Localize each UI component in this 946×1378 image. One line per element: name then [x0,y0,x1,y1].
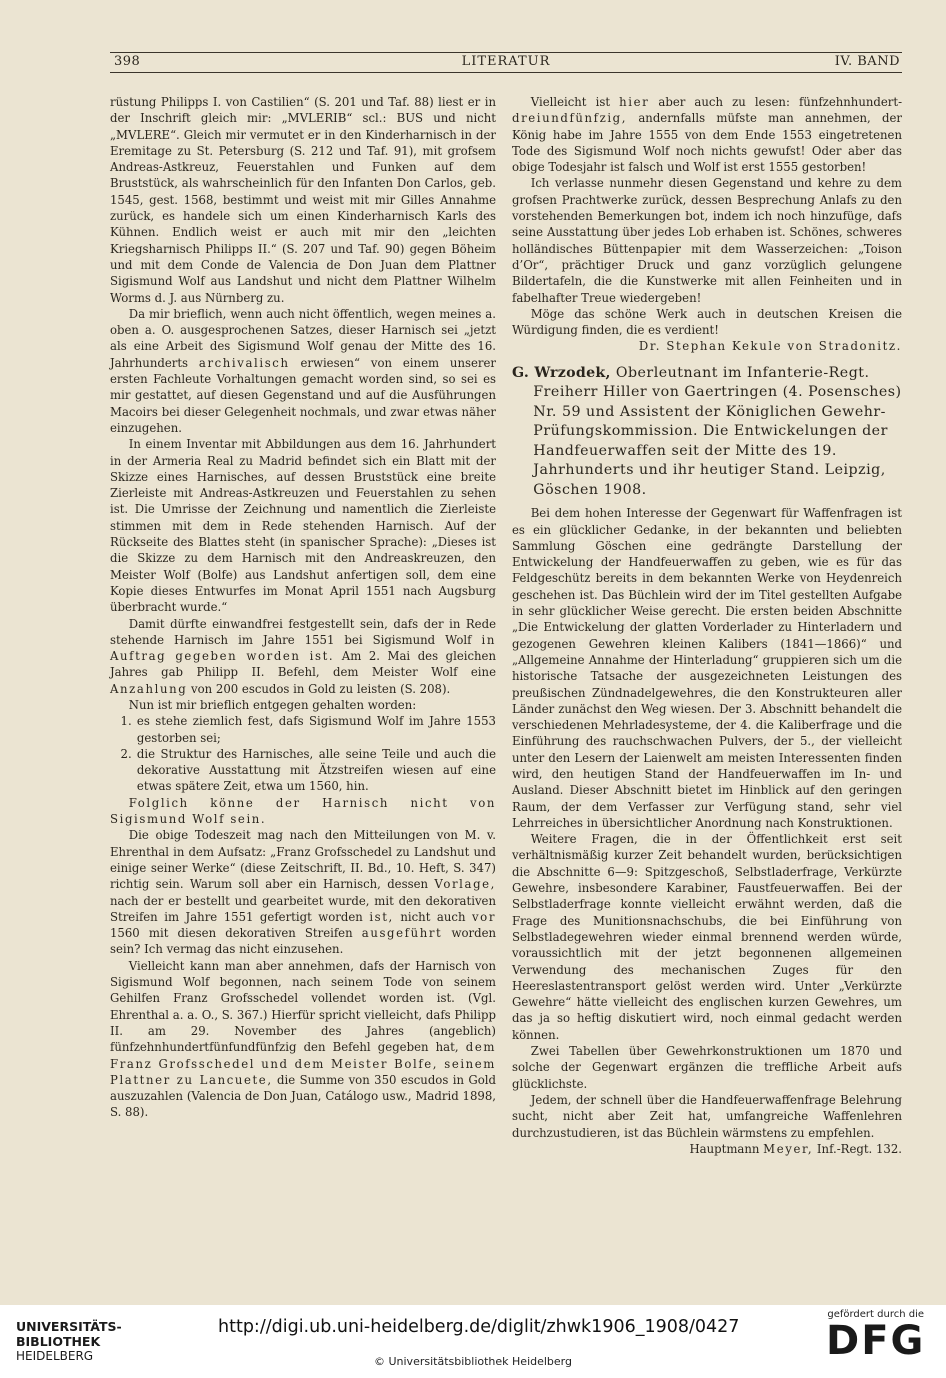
list-item: 2. die Struktur des Harnisches, alle seine Teile und auch die dekorative Ausstattung mit Ätzstreifen wiesen auf eine etwas spätere Zeit, etwa um 1560, hin. [120,746,496,794]
paragraph: Vielleicht kann man aber annehmen, dafs der Harnisch von Sigismund Wolf begonnen, nach seinem Tode von seinem Gehilfen Franz Grofsschedel vollendet worden ist. (Vgl. Ehrenthal a. a. O., S. 367.) Hierfür spricht vielleicht, dafs Philipp II. am 29. November des Jahres (angeblich) fünfzehnhundertfünfundfünfzig den Befehl gegeben hat, dem Franz Grofsschedel und dem Meister Bolfe, seinem Plattner zu Lancuete, die Summe von 350 escudos in Gold auszuzahlen (Valencia de Don Juan, Catálogo usw., Madrid 1898, S. 88). [110,958,497,1120]
paragraph: Zwei Tabellen über Gewehrkonstruktionen um 1870 und solche der Gegenwart ergänzen die treffliche Arbeit aufs glücklichste. [512,1044,902,1091]
paragraph: Damit dürfte einwandfrei festgestellt sein, dafs der in Rede stehende Harnisch im Jahre 1551 bei Sigismund Wolf in Auftrag gegeben worden ist. Am 2. Mai des gleichen Jahres gab Philipp II. Befehl, dem Meister Wolf eine Anzahlung von 200 escudos in Gold zu leisten (S. 208). [110,616,497,696]
paragraph: Möge das schöne Werk auch in deutschen Kreisen die Würdigung finden, die es verdient! [512,306,902,338]
paragraph: Da mir brieflich, wenn auch nicht öffentlich, wegen meines a. oben a. O. ausgesprochenen Satzes, dieser Harnisch sei „jetzt als eine Arbeit des Sigismund Wolf genau der Mitte des 16. Jahrhunderts archivalisch erwiesen“ von einem unserer ersten Fachleute Vorhaltungen gemacht worden sind, so sei es mir gestattet, auf diesen Gegenstand und auf die Ausführungen Macoirs bei dieser Gelegenheit nochmals, und zwar etwas näher einzugehen. [110,306,496,435]
permalink-url[interactable]: http://digi.ub.uni-heidelberg.de/diglit/zhwk1906_1908/0427 [218,1317,740,1337]
paragraph: Jedem, der schnell über die Handfeuerwaffenfrage Belehrung sucht, nicht aber Zeit hat, umfangreiche Waffenlehren durchzustudieren, ist das Büchlein wärmstens zu empfehlen. Hauptmann Meyer, Inf.-Regt. 132. [512,1092,902,1156]
left-column [110,94,496,1121]
copyright-notice: © Universitätsbibliothek Heidelberg [373,1355,572,1368]
author-name: G. Wrzodek, [512,364,611,381]
paragraph: Folglich könne der Harnisch nicht von Sigismund Wolf sein. [110,795,496,827]
objection-list [110,713,496,794]
running-title: LITERATUR [461,54,551,69]
header-rule-top [110,52,902,53]
paragraph: Weitere Fragen, die in der Öffentlichkeit erst seit verhältnismäßig kurzer Zeit behandelt wurden, berücksichtigen die Abschnitte 6—9: Spitzgeschoß, Selbstladerfrage, Verkürzte Gewehre, insbesondere Karabiner, Faustfeuerwaffen. Bei der Selbstladerfrage konnte vielleicht erwähnt werden, daß die Frage des Munitionsnachschubs, die bei Einführung von Selbstladegewehren wieder einmal brennend werden würde, voraussichtlich mit der jetzt begonnenen allgemeinen Verwendung des mechanischen Zuges für den Heereslastentransport gelöst werden wird. Unter „Verkürzte Gewehre“ hätte vielleicht des englischen kurzen Gewehres, um das ja so heftig diskutiert wird, noch einmal gedacht werden können. [512,832,902,1042]
right-column [512,94,902,1157]
page-header [110,48,902,74]
paragraph: Vielleicht ist hier aber auch zu lesen: fünfzehnhundert- dreiundfünfzig, andernfalls müfste man annehmen, der König habe im Jahre 1555 von dem Ende 1553 eingetretenen Tode des Sigismund Wolf noch nichts gewufst! Oder aber das obige Todesjahr ist falsch und Wolf ist erst 1555 gestorben! [512,95,903,175]
review-heading: G. Wrzodek, Oberleutnant im Infanterie-Regt. Freiherr Hiller von Gaertringen (4. Posensches) Nr. 59 und Assistent der Königlichen Gewehr-Prüfungskommission. Die Entwickelungen der Handfeuerwaffen seit der Mitte des 19. Jahrhunderts und ihr heutiger Stand. Leipzig, Göschen 1908. [512,364,902,498]
page-number: 398 [114,54,141,69]
paragraph: Bei dem hohen Interesse der Gegenwart für Waffenfragen ist es ein glücklicher Gedanke, in der bekannten und beliebten Sammlung Göschen eine gedrängte Darstellung der Entwickelung der Handfeuerwaffen zu geben, wie es für das Feldgeschütz bereits in dem bekannten Werke von Heydenreich geschehen ist. Das Büchlein wird der im Titel gestellten Aufgabe in sehr glücklicher Weise gerecht. Die ersten beiden Abschnitte „Die Entwickelung der glatten Vorderlader zu Hinterladern und gezogenen Gewehren kleinen Kalibers (1841—1866)“ und „Allgemeine Annahme der Hinterladung“ gruppieren sich um die historische Tatsache der ausgezeichneten Leistungen des preußischen Zündnadelgewehres, die den Konstrukteuren aller Länder zunächst den Weg wiesen. Der 3. Abschnitt behandelt die verschiedenen Mehrladesysteme, der 4. die Kaliberfrage und die Einführung des rauchschwachen Pulvers, der 5., der vielleicht unter den Lesern der Laienwelt am meisten Interessenten finden wird, den heutigen Stand der Handfeuerwaffen im In- und Ausland. Dieser Abschnitt bietet im Hinblick auf den geringen Raum, der dem Verfasser zur Verfügung stand, sehr viel Lehrreiches in übersichtlicher Anordnung nach Konstruktionen. [512,506,902,830]
header-rule-bottom [110,72,902,73]
volume-label: IV. BAND [834,54,900,69]
paragraph: Nun ist mir brieflich entgegen gehalten worden: [128,697,417,712]
paragraph: Die obige Todeszeit mag nach den Mitteilungen von M. v. Ehrenthal in dem Aufsatz: „Franz Grofsschedel zu Landshut und einige seiner Werke“ (diese Zeitschrift, II. Bd., 10. Heft, S. 347) richtig sein. Warum soll aber ein Harnisch, dessen Vorlage, nach der er bestellt und gearbeitet wurde, mit den dekorativen Streifen im Jahre 1551 gefertigt worden ist, nicht auch vor 1560 mit diesen dekorativen Streifen ausgeführt worden sein? Ich vermag das nicht einzusehen. [110,828,497,957]
review-signature: Hauptmann Meyer, Inf.-Regt. 132. [689,1141,902,1156]
footer-bar [0,1305,946,1378]
paragraph: In einem Inventar mit Abbildungen aus dem 16. Jahrhundert in der Armeria Real zu Madrid befindet sich ein Blatt mit der Skizze eines Harnisches, auf dessen Bruststück eine breite Zierleiste mit Andreas-Astkreuzen und Feuerstahlen zu sehen ist. Die Umrisse der Zeichnung und namentlich die Zierleiste stimmen mit dem in Rede stehenden Harnisch. Auf der Rückseite des Blattes steht (in spanischer Sprache): „Dieses ist die Skizze zu dem Harnisch mit den Andreaskreuzen, den Meister Wolf (Bolfe) aus Landshut anfertigen soll, dem eine Kopie dieses Entwurfes im Monat April 1551 nach Augsburg überbracht wurde.“ [110,437,496,615]
list-item: 1. es stehe ziemlich fest, dafs Sigismund Wolf im Jahre 1553 gestorben sei; [120,714,496,745]
review-signature: Dr. Stephan Kekule von Stradonitz. [638,339,902,354]
paragraph: rüstung Philipps I. von Castilien“ (S. 201 und Taf. 88) liest er in der Inschrift gleich mir: „MVLERIB“ scl.: BUS und nicht „MVLERE“. Gleich mir vermutet er in den Kinderharnisch in der Eremitage zu St. Petersburg (S. 212 und Taf. 91), mit grofsem Andreas-Astkreuz, Feuerstahlen und Funken auf dem Bruststück, als wahrscheinlich für den Infanten Don Carlos, geb. 1545, gest. 1568, bestimmt und weist mit mir Gilles Annahme zurück, es handele sich um einen Kinderharnisch Karls des Kühnen. Endlich weist er auch mit mir den „leichten Kriegsharnisch Philipps II.“ (S. 207 und Taf. 90) gegen Böheim und mit dem Conde de Valencia de Don Juan dem Plattner Sigismund Wolf aus Landshut und nicht dem Plattner Wilhelm Worms d. J. aus Nürnberg zu. [110,95,496,305]
dfg-logo: gefördert durch die DFG [826,1309,926,1364]
library-logo: UNIVERSITÄTS- BIBLIOTHEK HEIDELBERG [16,1319,122,1363]
paragraph: Ich verlasse nunmehr diesen Gegenstand und kehre zu dem grofsen Prachtwerke zurück, dessen Besprechung Anlafs zu den vorstehenden Bemerkungen bot, indem ich noch hinzufüge, dafs seine Ausstattung über jedes Lob erhaben ist. Schönes, schweres holländisches Büttenpapier mit dem Wasserzeichen: „Toison d’Or“, prächtiger Druck und ganz vorzüglich gelungene Bildertafeln, die die Kunstwerke mit allen Feinheiten und in fabelhafter Treue wiedergeben! [512,176,902,305]
